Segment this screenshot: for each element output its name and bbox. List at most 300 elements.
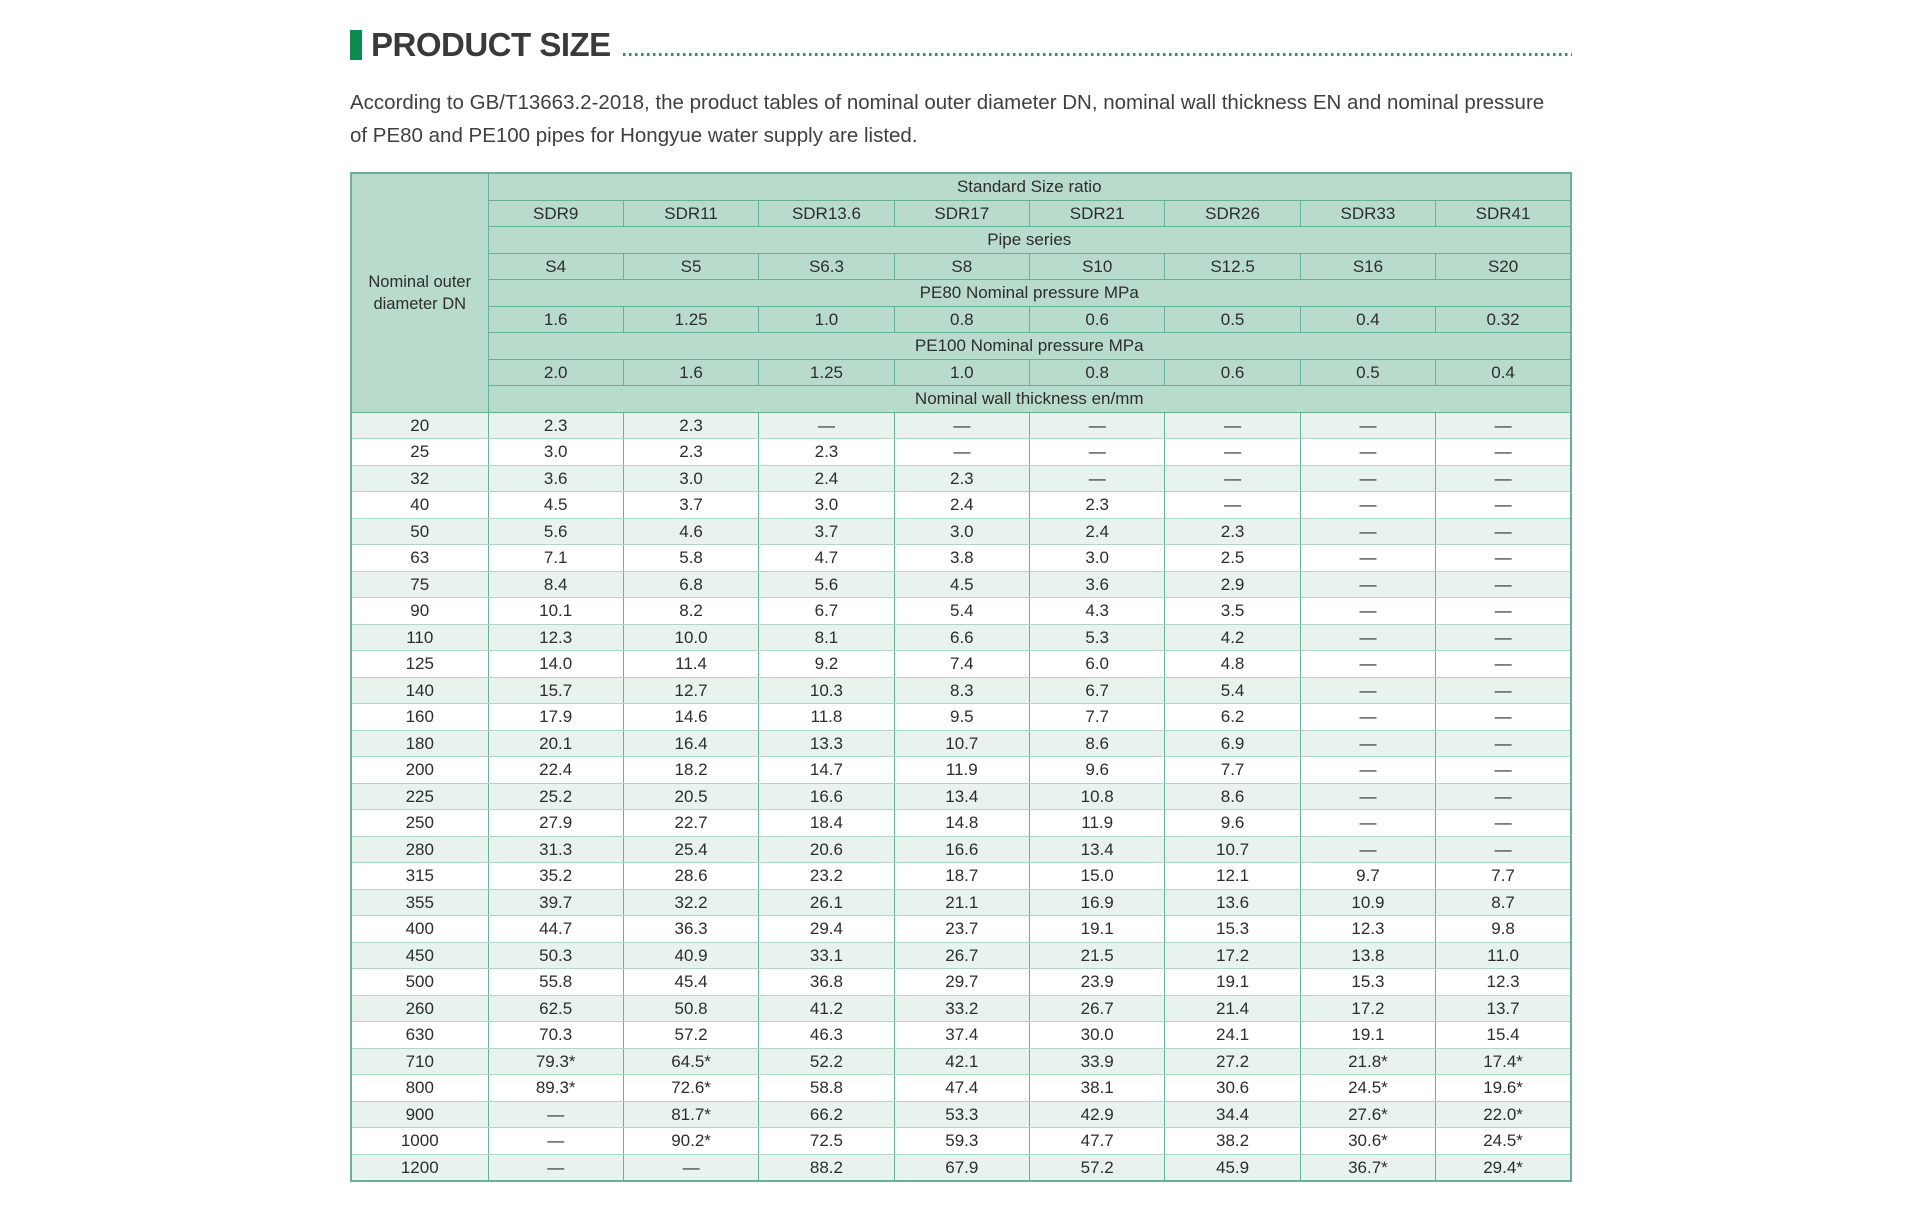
table-row xyxy=(351,1022,1571,1049)
value-cell: 16.9 xyxy=(1030,889,1165,916)
table-row xyxy=(351,942,1571,969)
value-cell: 25.2 xyxy=(488,783,623,810)
value-cell: 14.0 xyxy=(488,651,623,678)
value-cell: 15.0 xyxy=(1030,863,1165,890)
value-cell: — xyxy=(1436,730,1571,757)
value-cell: — xyxy=(1300,704,1435,731)
page-content xyxy=(350,0,1572,1182)
value-cell: — xyxy=(1300,810,1435,837)
value-cell: — xyxy=(1165,492,1300,519)
header-row-pe100-values xyxy=(351,359,1571,386)
table-row xyxy=(351,783,1571,810)
value-cell: — xyxy=(1436,624,1571,651)
value-cell: 22.4 xyxy=(488,757,623,784)
value-cell: 18.2 xyxy=(623,757,758,784)
value-cell: 57.2 xyxy=(623,1022,758,1049)
header-value-cell: 1.6 xyxy=(623,359,758,386)
value-cell: 13.8 xyxy=(1300,942,1435,969)
value-cell: — xyxy=(1300,783,1435,810)
value-cell: 3.0 xyxy=(894,518,1029,545)
value-cell: 2.3 xyxy=(488,412,623,439)
value-cell: 31.3 xyxy=(488,836,623,863)
value-cell: — xyxy=(1300,571,1435,598)
value-cell: 10.7 xyxy=(894,730,1029,757)
value-cell: 26.7 xyxy=(894,942,1029,969)
value-cell: 5.3 xyxy=(1030,624,1165,651)
value-cell: 11.9 xyxy=(894,757,1029,784)
section-header xyxy=(350,26,1572,63)
value-cell: 20.5 xyxy=(623,783,758,810)
value-cell: 46.3 xyxy=(759,1022,894,1049)
title-accent-bar xyxy=(350,30,362,60)
value-cell: 64.5* xyxy=(623,1048,758,1075)
header-value-cell: 1.25 xyxy=(759,359,894,386)
value-cell: — xyxy=(1300,412,1435,439)
value-cell: 6.2 xyxy=(1165,704,1300,731)
value-cell: 3.7 xyxy=(623,492,758,519)
header-value-cell: SDR26 xyxy=(1165,200,1300,227)
product-size-table xyxy=(350,172,1572,1182)
value-cell: 4.5 xyxy=(894,571,1029,598)
table-row xyxy=(351,889,1571,916)
value-cell: — xyxy=(623,1154,758,1181)
table-row xyxy=(351,969,1571,996)
value-cell: — xyxy=(1436,651,1571,678)
value-cell: 21.4 xyxy=(1165,995,1300,1022)
value-cell: 19.6* xyxy=(1436,1075,1571,1102)
header-value-cell: 1.0 xyxy=(894,359,1029,386)
value-cell: 17.2 xyxy=(1300,995,1435,1022)
header-value-cell: SDR33 xyxy=(1300,200,1435,227)
value-cell: 36.8 xyxy=(759,969,894,996)
value-cell: 9.8 xyxy=(1436,916,1571,943)
header-value-cell: S12.5 xyxy=(1165,253,1300,280)
header-value-cell: 0.5 xyxy=(1165,306,1300,333)
value-cell: 8.7 xyxy=(1436,889,1571,916)
header-value-cell: S8 xyxy=(894,253,1029,280)
value-cell: 3.0 xyxy=(488,439,623,466)
dn-cell: 315 xyxy=(351,863,488,890)
value-cell: 5.4 xyxy=(894,598,1029,625)
value-cell: 4.3 xyxy=(1030,598,1165,625)
header-value-cell: 0.5 xyxy=(1300,359,1435,386)
description-paragraph xyxy=(350,86,1572,152)
value-cell: 39.7 xyxy=(488,889,623,916)
value-cell: 33.2 xyxy=(894,995,1029,1022)
header-row-standard-size-ratio xyxy=(351,173,1571,200)
value-cell: 8.1 xyxy=(759,624,894,651)
header-value-cell: S16 xyxy=(1300,253,1435,280)
value-cell: 19.1 xyxy=(1030,916,1165,943)
table-row xyxy=(351,1075,1571,1102)
value-cell: 15.3 xyxy=(1300,969,1435,996)
value-cell: — xyxy=(1300,518,1435,545)
value-cell: 8.6 xyxy=(1030,730,1165,757)
banner-standard-size-ratio: Standard Size ratio xyxy=(488,173,1571,200)
value-cell: 15.7 xyxy=(488,677,623,704)
value-cell: — xyxy=(1165,439,1300,466)
value-cell: — xyxy=(1030,465,1165,492)
dn-cell: 450 xyxy=(351,942,488,969)
header-value-cell: SDR11 xyxy=(623,200,758,227)
table-row xyxy=(351,518,1571,545)
value-cell: 6.9 xyxy=(1165,730,1300,757)
value-cell: — xyxy=(1300,651,1435,678)
header-value-cell: 2.0 xyxy=(488,359,623,386)
table-row xyxy=(351,439,1571,466)
table-row xyxy=(351,704,1571,731)
banner-pe80-pressure: PE80 Nominal pressure MPa xyxy=(488,280,1571,307)
value-cell: 12.3 xyxy=(1300,916,1435,943)
value-cell: 45.9 xyxy=(1165,1154,1300,1181)
value-cell: 9.2 xyxy=(759,651,894,678)
value-cell: 88.2 xyxy=(759,1154,894,1181)
value-cell: 27.9 xyxy=(488,810,623,837)
table-row xyxy=(351,836,1571,863)
table-row xyxy=(351,863,1571,890)
value-cell: 62.5 xyxy=(488,995,623,1022)
dn-cell: 160 xyxy=(351,704,488,731)
header-value-cell: 0.8 xyxy=(894,306,1029,333)
value-cell: 22.0* xyxy=(1436,1101,1571,1128)
value-cell: 8.3 xyxy=(894,677,1029,704)
banner-pipe-series: Pipe series xyxy=(488,227,1571,254)
banner-pe100-pressure: PE100 Nominal pressure MPa xyxy=(488,333,1571,360)
table-row xyxy=(351,598,1571,625)
value-cell: — xyxy=(1436,783,1571,810)
value-cell: — xyxy=(488,1154,623,1181)
value-cell: 11.0 xyxy=(1436,942,1571,969)
value-cell: 11.4 xyxy=(623,651,758,678)
value-cell: 6.6 xyxy=(894,624,1029,651)
dn-cell: 180 xyxy=(351,730,488,757)
table-row xyxy=(351,1154,1571,1181)
header-value-cell: SDR17 xyxy=(894,200,1029,227)
table-row xyxy=(351,412,1571,439)
dn-cell: 90 xyxy=(351,598,488,625)
value-cell: 8.6 xyxy=(1165,783,1300,810)
table-row xyxy=(351,995,1571,1022)
value-cell: 4.7 xyxy=(759,545,894,572)
table-row xyxy=(351,757,1571,784)
value-cell: — xyxy=(1300,757,1435,784)
value-cell: 55.8 xyxy=(488,969,623,996)
header-row-pe100-banner xyxy=(351,333,1571,360)
banner-wall-thickness: Nominal wall thickness en/mm xyxy=(488,386,1571,413)
value-cell: 42.9 xyxy=(1030,1101,1165,1128)
dn-cell: 20 xyxy=(351,412,488,439)
value-cell: 8.4 xyxy=(488,571,623,598)
value-cell: 9.6 xyxy=(1030,757,1165,784)
value-cell: 38.2 xyxy=(1165,1128,1300,1155)
value-cell: — xyxy=(894,439,1029,466)
value-cell: 79.3* xyxy=(488,1048,623,1075)
value-cell: 36.3 xyxy=(623,916,758,943)
value-cell: 33.9 xyxy=(1030,1048,1165,1075)
header-value-cell: 1.25 xyxy=(623,306,758,333)
value-cell: 13.3 xyxy=(759,730,894,757)
value-cell: 53.3 xyxy=(894,1101,1029,1128)
value-cell: 19.1 xyxy=(1300,1022,1435,1049)
value-cell: 9.5 xyxy=(894,704,1029,731)
value-cell: 33.1 xyxy=(759,942,894,969)
value-cell: 35.2 xyxy=(488,863,623,890)
value-cell: 20.1 xyxy=(488,730,623,757)
value-cell: — xyxy=(1436,598,1571,625)
table-row xyxy=(351,730,1571,757)
value-cell: — xyxy=(488,1128,623,1155)
value-cell: 22.7 xyxy=(623,810,758,837)
value-cell: 3.0 xyxy=(1030,545,1165,572)
header-value-cell: 1.6 xyxy=(488,306,623,333)
value-cell: 47.7 xyxy=(1030,1128,1165,1155)
value-cell: 50.8 xyxy=(623,995,758,1022)
value-cell: 13.7 xyxy=(1436,995,1571,1022)
dn-cell: 25 xyxy=(351,439,488,466)
value-cell: 18.4 xyxy=(759,810,894,837)
value-cell: 6.0 xyxy=(1030,651,1165,678)
value-cell: 15.4 xyxy=(1436,1022,1571,1049)
header-value-cell: S10 xyxy=(1030,253,1165,280)
value-cell: 5.6 xyxy=(759,571,894,598)
value-cell: 24.1 xyxy=(1165,1022,1300,1049)
value-cell: 66.2 xyxy=(759,1101,894,1128)
dn-cell: 800 xyxy=(351,1075,488,1102)
dn-cell: 900 xyxy=(351,1101,488,1128)
dn-cell: 75 xyxy=(351,571,488,598)
value-cell: 20.6 xyxy=(759,836,894,863)
table-row xyxy=(351,1048,1571,1075)
value-cell: 2.3 xyxy=(1165,518,1300,545)
value-cell: — xyxy=(1300,598,1435,625)
value-cell: 81.7* xyxy=(623,1101,758,1128)
value-cell: 4.2 xyxy=(1165,624,1300,651)
value-cell: — xyxy=(1300,465,1435,492)
value-cell: 12.7 xyxy=(623,677,758,704)
value-cell: 2.3 xyxy=(759,439,894,466)
value-cell: 47.4 xyxy=(894,1075,1029,1102)
value-cell: 14.7 xyxy=(759,757,894,784)
value-cell: 72.5 xyxy=(759,1128,894,1155)
value-cell: 13.4 xyxy=(1030,836,1165,863)
dn-cell: 200 xyxy=(351,757,488,784)
value-cell: 19.1 xyxy=(1165,969,1300,996)
header-row-series xyxy=(351,253,1571,280)
dn-cell: 50 xyxy=(351,518,488,545)
value-cell: 26.1 xyxy=(759,889,894,916)
value-cell: 70.3 xyxy=(488,1022,623,1049)
dn-cell: 260 xyxy=(351,995,488,1022)
header-value-cell: SDR41 xyxy=(1436,200,1571,227)
value-cell: — xyxy=(1300,677,1435,704)
table-row xyxy=(351,571,1571,598)
value-cell: 36.7* xyxy=(1300,1154,1435,1181)
value-cell: — xyxy=(1436,810,1571,837)
dn-cell: 250 xyxy=(351,810,488,837)
value-cell: 3.0 xyxy=(623,465,758,492)
dotted-leader-line xyxy=(623,53,1572,56)
dn-cell: 63 xyxy=(351,545,488,572)
dn-cell: 280 xyxy=(351,836,488,863)
value-cell: — xyxy=(1165,412,1300,439)
value-cell: 4.6 xyxy=(623,518,758,545)
table-row xyxy=(351,1101,1571,1128)
value-cell: 11.9 xyxy=(1030,810,1165,837)
value-cell: 58.8 xyxy=(759,1075,894,1102)
value-cell: 27.2 xyxy=(1165,1048,1300,1075)
header-value-cell: 0.8 xyxy=(1030,359,1165,386)
value-cell: 13.4 xyxy=(894,783,1029,810)
header-value-cell: S5 xyxy=(623,253,758,280)
value-cell: 10.9 xyxy=(1300,889,1435,916)
table-row xyxy=(351,810,1571,837)
value-cell: 14.8 xyxy=(894,810,1029,837)
value-cell: 72.6* xyxy=(623,1075,758,1102)
value-cell: 16.6 xyxy=(759,783,894,810)
value-cell: 28.6 xyxy=(623,863,758,890)
value-cell: 7.7 xyxy=(1436,863,1571,890)
value-cell: 16.4 xyxy=(623,730,758,757)
value-cell: 16.6 xyxy=(894,836,1029,863)
value-cell: 59.3 xyxy=(894,1128,1029,1155)
value-cell: — xyxy=(1436,518,1571,545)
value-cell: 89.3* xyxy=(488,1075,623,1102)
header-value-cell: 0.4 xyxy=(1436,359,1571,386)
dn-cell: 110 xyxy=(351,624,488,651)
header-value-cell: 0.4 xyxy=(1300,306,1435,333)
header-row-sdr xyxy=(351,200,1571,227)
value-cell: 2.4 xyxy=(1030,518,1165,545)
value-cell: 7.7 xyxy=(1030,704,1165,731)
value-cell: — xyxy=(1436,545,1571,572)
value-cell: 7.7 xyxy=(1165,757,1300,784)
value-cell: 41.2 xyxy=(759,995,894,1022)
value-cell: 23.2 xyxy=(759,863,894,890)
value-cell: 30.6* xyxy=(1300,1128,1435,1155)
value-cell: 3.0 xyxy=(759,492,894,519)
value-cell: 21.1 xyxy=(894,889,1029,916)
value-cell: — xyxy=(1300,624,1435,651)
value-cell: 3.5 xyxy=(1165,598,1300,625)
value-cell: 21.8* xyxy=(1300,1048,1435,1075)
value-cell: 2.9 xyxy=(1165,571,1300,598)
value-cell: — xyxy=(1300,545,1435,572)
value-cell: 3.7 xyxy=(759,518,894,545)
value-cell: 12.1 xyxy=(1165,863,1300,890)
table-row xyxy=(351,465,1571,492)
header-row-pipe-series xyxy=(351,227,1571,254)
value-cell: 26.7 xyxy=(1030,995,1165,1022)
value-cell: 57.2 xyxy=(1030,1154,1165,1181)
value-cell: — xyxy=(1030,439,1165,466)
header-row-wall-thickness xyxy=(351,386,1571,413)
value-cell: — xyxy=(1300,492,1435,519)
value-cell: 6.8 xyxy=(623,571,758,598)
header-value-cell: S20 xyxy=(1436,253,1571,280)
value-cell: 3.8 xyxy=(894,545,1029,572)
value-cell: — xyxy=(1436,465,1571,492)
value-cell: 24.5* xyxy=(1300,1075,1435,1102)
value-cell: 5.6 xyxy=(488,518,623,545)
header-value-cell: S6.3 xyxy=(759,253,894,280)
value-cell: — xyxy=(1165,465,1300,492)
value-cell: 30.0 xyxy=(1030,1022,1165,1049)
header-value-cell: 0.6 xyxy=(1030,306,1165,333)
header-value-cell: 1.0 xyxy=(759,306,894,333)
value-cell: 50.3 xyxy=(488,942,623,969)
dn-cell: 500 xyxy=(351,969,488,996)
value-cell: 29.4* xyxy=(1436,1154,1571,1181)
value-cell: 2.3 xyxy=(623,412,758,439)
dn-cell: 710 xyxy=(351,1048,488,1075)
header-value-cell: 0.6 xyxy=(1165,359,1300,386)
value-cell: 10.8 xyxy=(1030,783,1165,810)
header-value-cell: SDR21 xyxy=(1030,200,1165,227)
value-cell: 6.7 xyxy=(1030,677,1165,704)
value-cell: 2.4 xyxy=(759,465,894,492)
value-cell: 17.4* xyxy=(1436,1048,1571,1075)
header-row-pe80-banner xyxy=(351,280,1571,307)
value-cell: — xyxy=(1436,492,1571,519)
value-cell: 10.1 xyxy=(488,598,623,625)
table-row xyxy=(351,624,1571,651)
value-cell: 30.6 xyxy=(1165,1075,1300,1102)
value-cell: 37.4 xyxy=(894,1022,1029,1049)
value-cell: 17.9 xyxy=(488,704,623,731)
value-cell: — xyxy=(1300,439,1435,466)
value-cell: 9.7 xyxy=(1300,863,1435,890)
value-cell: 23.9 xyxy=(1030,969,1165,996)
value-cell: — xyxy=(1436,704,1571,731)
table-row xyxy=(351,651,1571,678)
value-cell: — xyxy=(1436,836,1571,863)
value-cell: — xyxy=(1436,757,1571,784)
value-cell: 29.7 xyxy=(894,969,1029,996)
value-cell: — xyxy=(1300,836,1435,863)
value-cell: 7.1 xyxy=(488,545,623,572)
value-cell: 10.3 xyxy=(759,677,894,704)
value-cell: — xyxy=(759,412,894,439)
value-cell: 14.6 xyxy=(623,704,758,731)
value-cell: 4.8 xyxy=(1165,651,1300,678)
value-cell: — xyxy=(1436,412,1571,439)
dn-cell: 1200 xyxy=(351,1154,488,1181)
value-cell: — xyxy=(1030,412,1165,439)
value-cell: 10.0 xyxy=(623,624,758,651)
value-cell: 38.1 xyxy=(1030,1075,1165,1102)
value-cell: — xyxy=(1436,571,1571,598)
value-cell: 90.2* xyxy=(623,1128,758,1155)
dn-cell: 40 xyxy=(351,492,488,519)
value-cell: 11.8 xyxy=(759,704,894,731)
value-cell: 2.4 xyxy=(894,492,1029,519)
table-row xyxy=(351,1128,1571,1155)
header-row-pe80-values xyxy=(351,306,1571,333)
header-value-cell: SDR13.6 xyxy=(759,200,894,227)
value-cell: 12.3 xyxy=(1436,969,1571,996)
value-cell: 2.5 xyxy=(1165,545,1300,572)
table-header xyxy=(351,173,1571,412)
value-cell: 3.6 xyxy=(488,465,623,492)
value-cell: 44.7 xyxy=(488,916,623,943)
corner-header-cell: Nominal outer diameter DN xyxy=(351,173,488,412)
value-cell: 15.3 xyxy=(1165,916,1300,943)
value-cell: 4.5 xyxy=(488,492,623,519)
value-cell: 13.6 xyxy=(1165,889,1300,916)
dn-cell: 400 xyxy=(351,916,488,943)
dn-cell: 355 xyxy=(351,889,488,916)
value-cell: 3.6 xyxy=(1030,571,1165,598)
